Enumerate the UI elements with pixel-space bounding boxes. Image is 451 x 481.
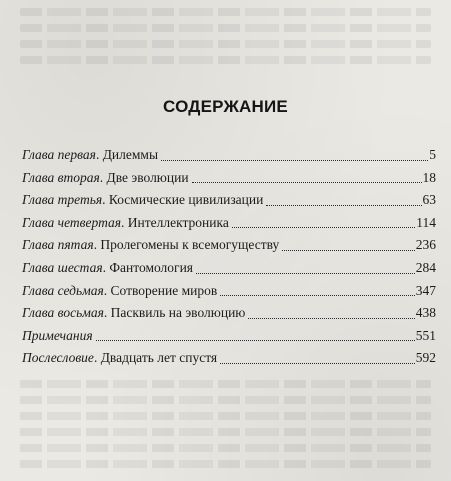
- toc-entry: [22, 189, 436, 212]
- chapter-title: Фантомология: [109, 259, 194, 275]
- separator: .: [103, 305, 111, 321]
- page-number: 63: [422, 192, 436, 208]
- chapter-label: Глава шестая: [22, 259, 103, 275]
- dot-leader: [94, 325, 415, 348]
- toc-entry: [22, 257, 436, 280]
- dot-leader: [218, 280, 415, 303]
- chapter-title: Две эволюции: [106, 169, 189, 185]
- chapter-title: Пасквиль на эволюцию: [110, 305, 246, 321]
- chapter-label: Глава вторая: [22, 169, 100, 185]
- chapter-label: Примечания: [22, 327, 93, 343]
- chapter-title: Космические цивилизации: [108, 192, 264, 208]
- separator: .: [121, 214, 128, 230]
- show-through-text: [20, 8, 431, 16]
- chapter-label: Глава седьмая: [22, 282, 104, 298]
- page-number: 236: [415, 237, 436, 253]
- chapter-label: Послесловие: [22, 350, 94, 366]
- show-through-text: [20, 56, 431, 64]
- separator: .: [103, 282, 111, 298]
- chapter-label: Глава восьмая: [22, 305, 104, 321]
- page-number: 18: [422, 169, 436, 185]
- show-through-text: [20, 444, 431, 452]
- chapter-label: Глава первая: [22, 147, 96, 162]
- page-number: 347: [415, 282, 436, 298]
- toc-entry: [22, 325, 436, 348]
- chapter-label: Глава пятая: [22, 237, 94, 253]
- toc-entry: [22, 167, 436, 190]
- dot-leader: [230, 212, 415, 235]
- page-number: 438: [415, 305, 436, 321]
- toc-entry: [22, 280, 436, 303]
- dot-leader: [194, 257, 415, 280]
- chapter-title: Дилеммы: [102, 147, 159, 162]
- dot-leader: [264, 189, 421, 212]
- separator: .: [99, 169, 107, 185]
- chapter-title: Двадцать лет спустя: [100, 350, 218, 366]
- show-through-text: [20, 24, 431, 32]
- toc-entry: [22, 347, 436, 370]
- separator: .: [93, 237, 101, 253]
- separator: .: [102, 192, 109, 208]
- chapter-title: Интеллектроника: [127, 214, 229, 230]
- toc-heading: СОДЕРЖАНИЕ: [163, 97, 288, 116]
- page-number: 592: [415, 350, 436, 366]
- toc-entry: [22, 212, 436, 235]
- dot-leader: [280, 234, 414, 257]
- table-of-contents: [22, 144, 436, 370]
- separator: .: [93, 350, 101, 366]
- page-number: 114: [416, 214, 436, 230]
- show-through-text: [20, 460, 431, 468]
- separator: .: [102, 259, 110, 275]
- dot-leader: [218, 347, 415, 370]
- toc-entry: [22, 234, 436, 257]
- show-through-text: [20, 428, 431, 436]
- separator: .: [95, 147, 103, 162]
- show-through-text: [20, 396, 431, 404]
- page-number: 5: [429, 147, 436, 162]
- chapter-label: Глава третья: [22, 192, 103, 208]
- toc-entry: [22, 144, 436, 167]
- dot-leader: [190, 167, 422, 190]
- show-through-text: [20, 40, 431, 48]
- show-through-text: [20, 380, 431, 388]
- page-number: 284: [415, 259, 436, 275]
- chapter-title: Пролегомены к всемогуществу: [100, 237, 280, 253]
- toc-entry: [22, 302, 436, 325]
- dot-leader: [159, 144, 428, 167]
- chapter-label: Глава четвертая: [22, 214, 122, 230]
- chapter-title: Сотворение миров: [110, 282, 218, 298]
- show-through-text: [20, 412, 431, 420]
- dot-leader: [246, 302, 414, 325]
- page-number: 551: [415, 327, 436, 343]
